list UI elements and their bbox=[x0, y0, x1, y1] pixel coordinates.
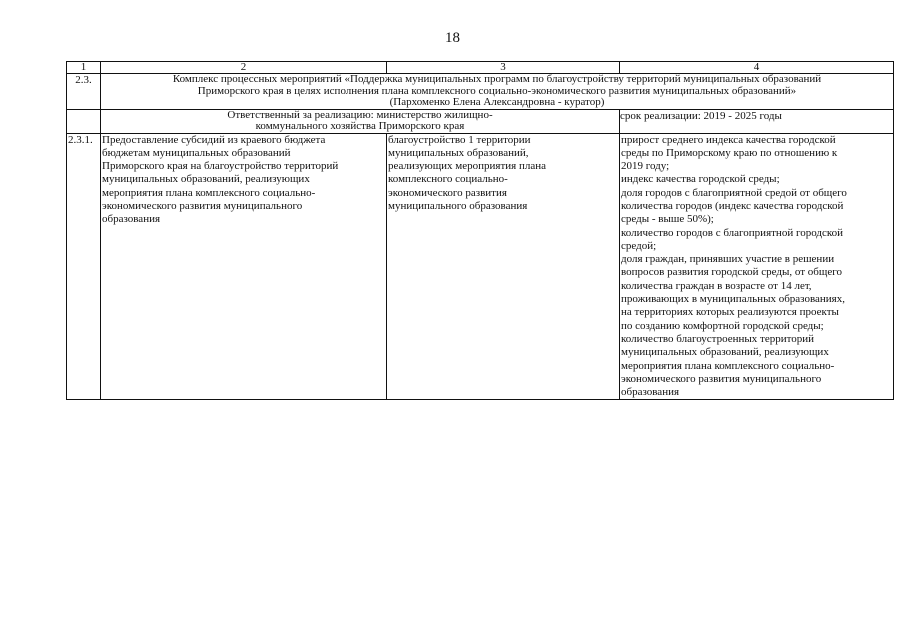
row-indicators: прирост среднего индекса качества городской среды по Приморскому краю по отношению к 2019 году; индекс качества городской среды; доля городов с благоприятной средой от общего количества городов (индекс качества городской среды - выше 50%); количество городов с благоприятной городской средой; доля граждан, принявших участие в решении вопросов развития городской среды, от общего количества граждан в возрасте от 14 лет, проживающих в муниципальных образованиях, на территориях которых реализуются проекты по созданию комфортной городской среды; количество благоустроенных территорий муниципальных образований, реализующих мероприятия плана комплексного социально- экономического развития муниципального образования bbox=[620, 133, 894, 400]
column-number-1: 1 bbox=[67, 62, 101, 74]
column-number-4: 4 bbox=[620, 62, 894, 74]
responsible-row bbox=[67, 109, 894, 133]
responsible-text: Ответственный за реализацию: министерство жилищно- коммунального хозяйства Приморского края bbox=[101, 109, 620, 133]
section-title: Комплекс процессных мероприятий «Поддержка муниципальных программ по благоустройству территорий муниципальных образований Приморского края в целях исполнения плана комплексного социально-экономического развития муниципальных образований» (Пархоменко Елена Александровна - куратор) bbox=[101, 74, 894, 110]
column-number-3: 3 bbox=[387, 62, 620, 74]
column-number-2: 2 bbox=[101, 62, 387, 74]
page-number: 18 bbox=[445, 30, 460, 46]
table-row bbox=[67, 133, 894, 400]
row-number: 2.3.1. bbox=[67, 133, 101, 400]
row-effect: благоустройство 1 территории муниципальных образований, реализующих мероприятия плана комплексного социально- экономического развития муниципального образования bbox=[387, 133, 620, 400]
column-number-row bbox=[67, 62, 894, 74]
implementation-period: срок реализации: 2019 - 2025 годы bbox=[620, 109, 894, 133]
section-number: 2.3. bbox=[67, 74, 101, 110]
row-task: Предоставление субсидий из краевого бюджета бюджетам муниципальных образований Приморского края на благоустройство территорий муниципальных образований, реализующих мероприятия плана комплексного социально- экономического развития муниципального образования bbox=[101, 133, 387, 400]
section-row bbox=[67, 74, 894, 110]
responsible-empty-cell bbox=[67, 109, 101, 133]
measures-table bbox=[66, 61, 894, 400]
